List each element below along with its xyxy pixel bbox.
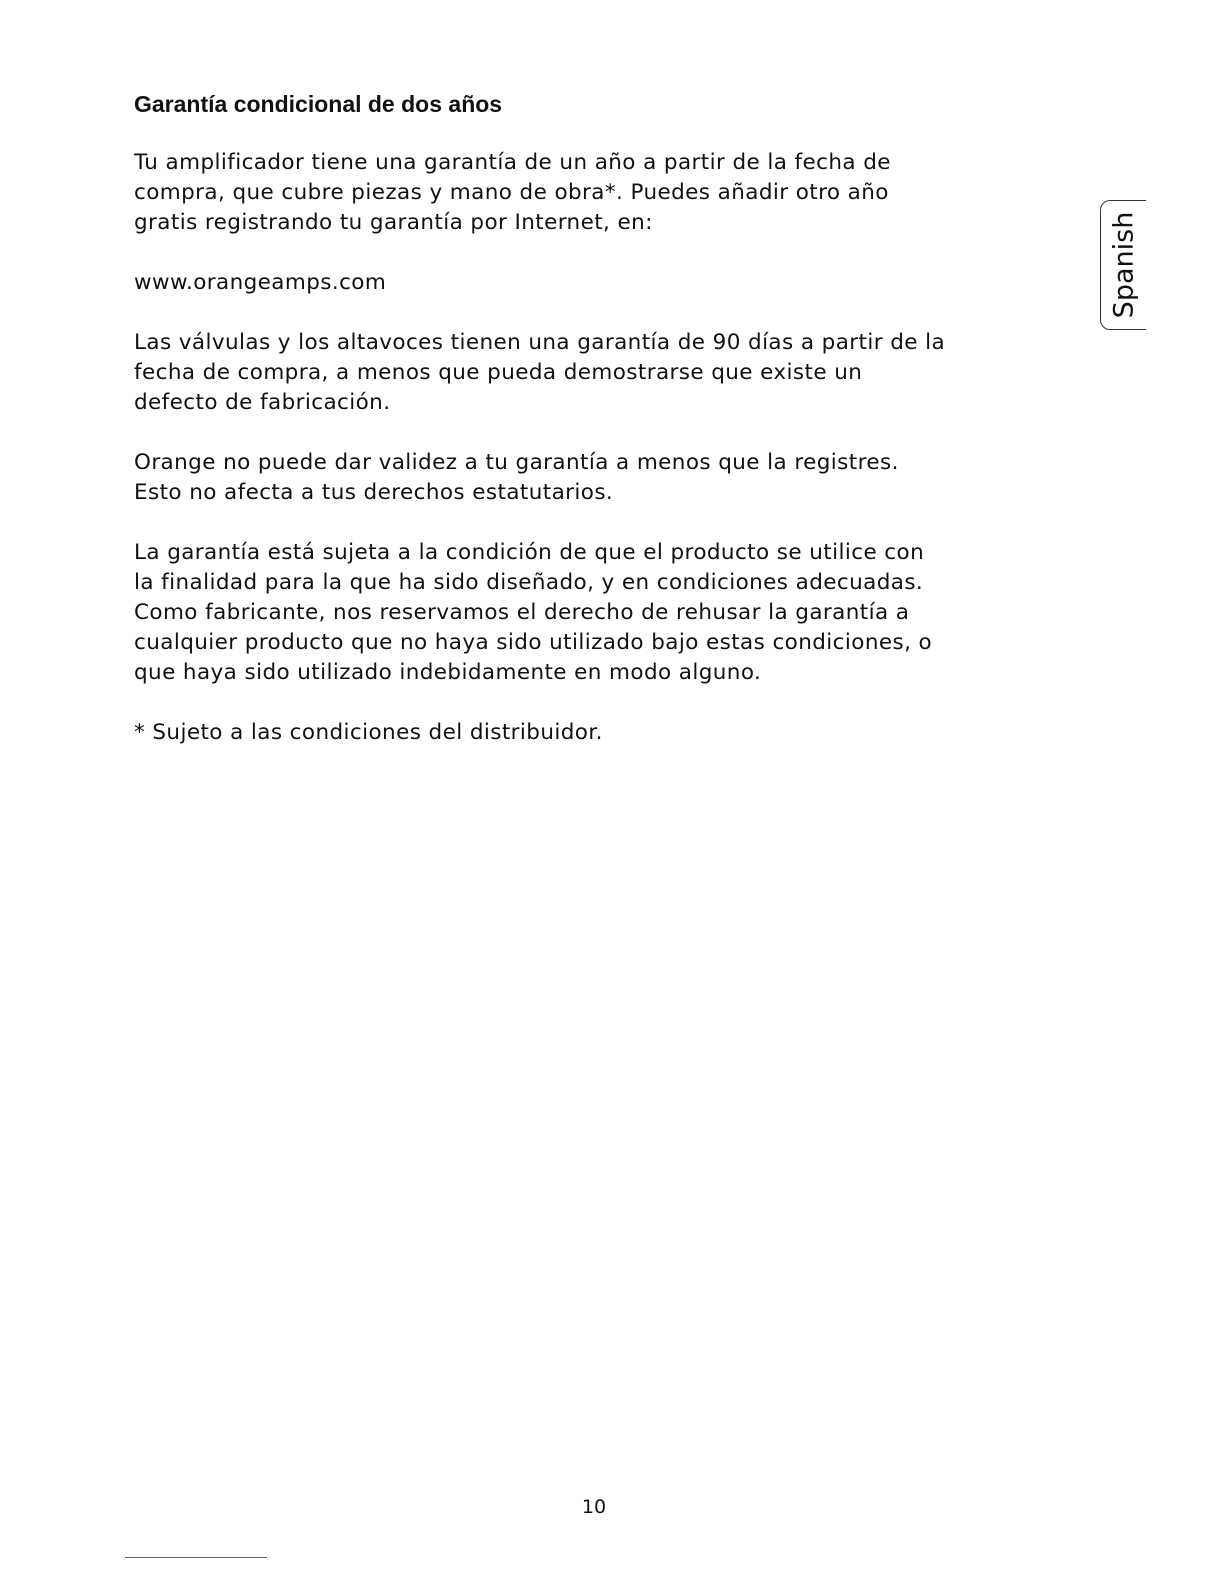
- footer-rule: [125, 1557, 267, 1558]
- paragraph-line: fecha de compra, a menos que pueda demostrarse que existe un: [134, 360, 863, 385]
- paragraph-line: la finalidad para la que ha sido diseñado, y en condiciones adecuadas.: [134, 570, 924, 595]
- paragraph-line: * Sujeto a las condiciones del distribuidor.: [134, 720, 603, 745]
- paragraph-valves-speakers: [134, 328, 994, 418]
- paragraph-line: Como fabricante, nos reservamos el derecho de rehusar la garantía a: [134, 600, 910, 625]
- paragraph-line: defecto de fabricación.: [134, 390, 391, 415]
- language-tab-label: Spanish: [1108, 211, 1139, 319]
- paragraph-conditions: [134, 538, 994, 688]
- website-url: www.orangeamps.com: [134, 270, 387, 295]
- paragraph-line: Tu amplificador tiene una garantía de un año a partir de la fecha de: [134, 150, 891, 175]
- paragraph-line: compra, que cubre piezas y mano de obra*. Puedes añadir otro año: [134, 180, 889, 205]
- page-title: Garantía condicional de dos años: [134, 91, 503, 117]
- language-tab: [1100, 200, 1146, 330]
- paragraph-line: gratis registrando tu garantía por Internet, en:: [134, 210, 653, 235]
- paragraph-line: Las válvulas y los altavoces tienen una garantía de 90 días a partir de la: [134, 330, 946, 355]
- paragraph-line: que haya sido utilizado indebidamente en modo alguno.: [134, 660, 762, 685]
- paragraph-website: [134, 268, 994, 298]
- paragraph-line: La garantía está sujeta a la condición de que el producto se utilice con: [134, 540, 925, 565]
- paragraph-line: Esto no afecta a tus derechos estatutarios.: [134, 480, 614, 505]
- page-number: 10: [581, 1496, 607, 1518]
- paragraph-line: cualquier producto que no haya sido utilizado bajo estas condiciones, o: [134, 630, 933, 655]
- footnote: [134, 718, 994, 748]
- paragraph-line: Orange no puede dar validez a tu garantía a menos que la registres.: [134, 450, 899, 475]
- paragraph-warranty-intro: [134, 148, 994, 238]
- paragraph-registration: [134, 448, 994, 508]
